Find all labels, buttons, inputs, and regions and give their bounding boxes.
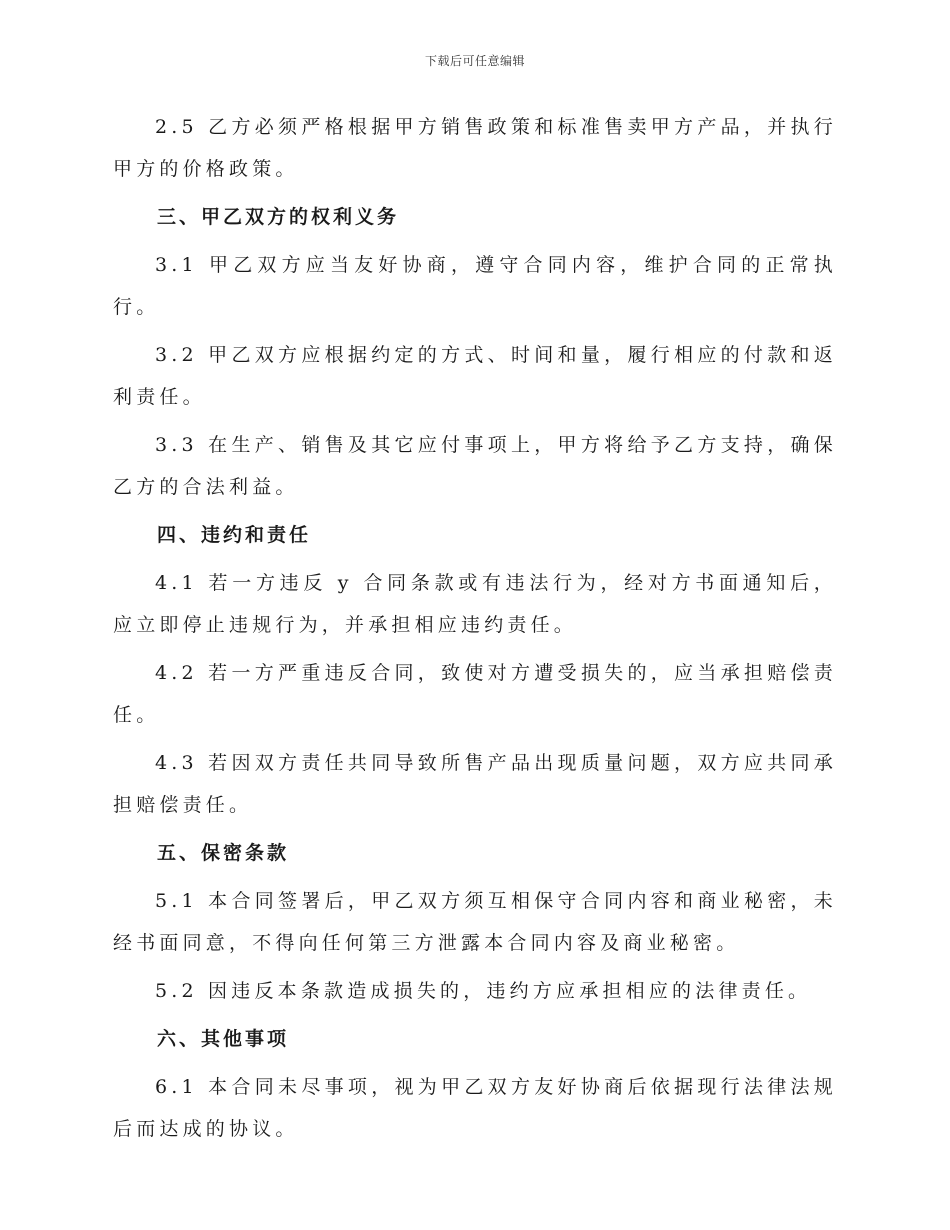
clause-3-1: 3.1 甲乙双方应当友好协商，遵守合同内容，维护合同的正常执行。 [113,254,837,318]
document-body [113,106,837,1156]
clause-4-3: 4.3 若因双方责任共同导致所售产品出现质量问题，双方应共同承担赔偿责任。 [113,752,837,816]
section-heading-rights-obligations: 三、甲乙双方的权利义务 [157,206,400,228]
clause-2-5: 2.5 乙方必须严格根据甲方销售政策和标准售卖甲方产品，并执行甲方的价格政策。 [113,116,837,180]
section-heading-other-matters: 六、其他事项 [157,1028,290,1050]
clause-5-1: 5.1 本合同签署后，甲乙双方须互相保守合同内容和商业秘密，未经书面同意，不得向任何第三方泄露本合同内容及商业秘密。 [113,890,837,954]
section-heading-breach-liability: 四、违约和责任 [157,524,312,546]
clause-3-3: 3.3 在生产、销售及其它应付事项上，甲方将给予乙方支持，确保乙方的合法利益。 [113,434,837,498]
clause-5-2: 5.2 因违反本条款造成损失的，违约方应承担相应的法律责任。 [155,980,812,1002]
clause-4-2: 4.2 若一方严重违反合同，致使对方遭受损失的，应当承担赔偿责任。 [113,662,837,726]
clause-4-1: 4.1 若一方违反 y 合同条款或有违法行为，经对方书面通知后，应立即停止违规行为，并承担相应违约责任。 [113,572,837,636]
clause-3-2: 3.2 甲乙双方应根据约定的方式、时间和量，履行相应的付款和返利责任。 [113,344,837,408]
section-heading-confidentiality: 五、保密条款 [157,842,290,864]
clause-6-1: 6.1 本合同未尽事项，视为甲乙双方友好协商后依据现行法律法规后而达成的协议。 [113,1076,837,1140]
page-header: 下载后可任意编辑 [424,54,525,68]
